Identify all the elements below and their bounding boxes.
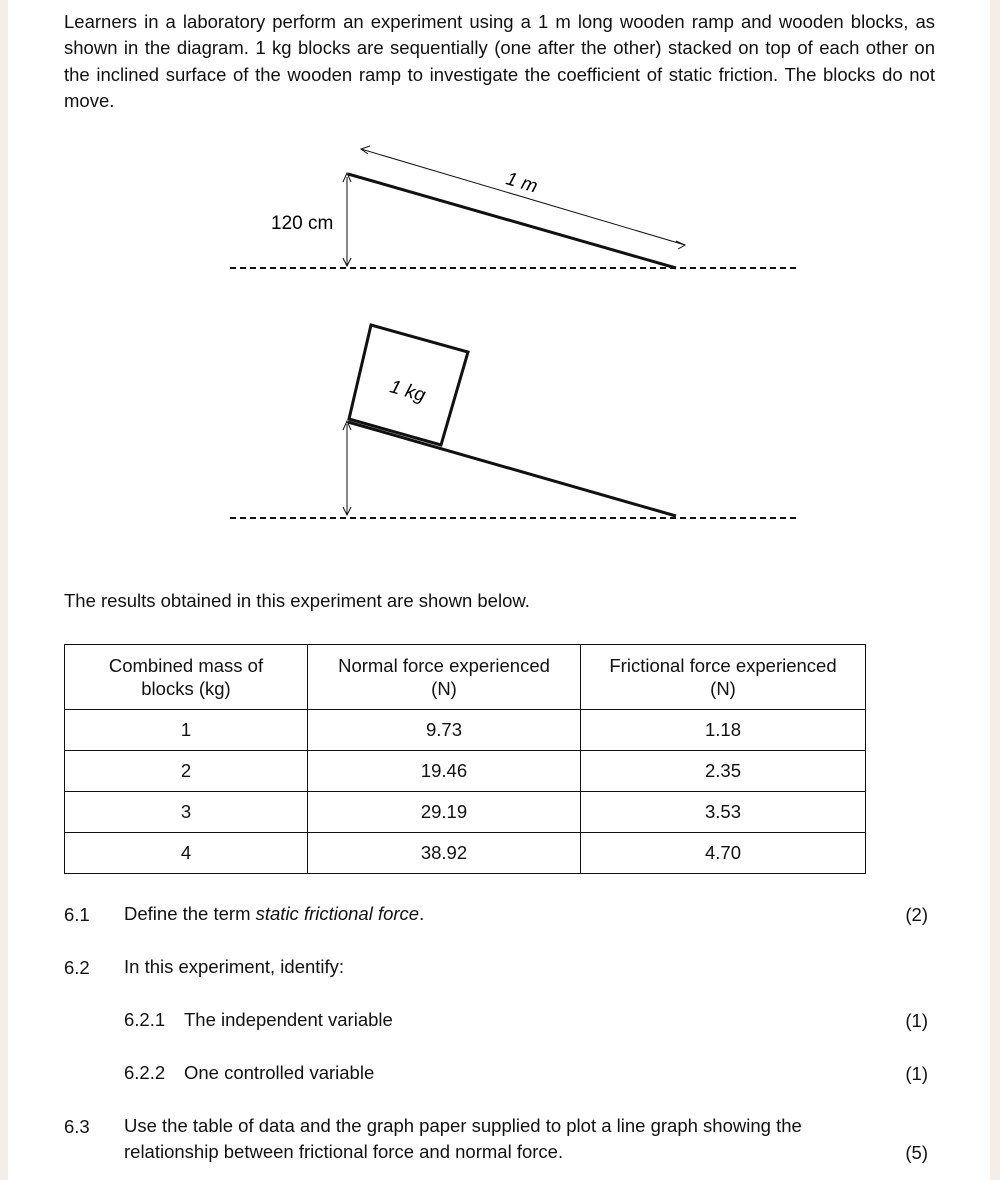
cell-friction: 1.18 — [581, 710, 866, 751]
question-6-2-2-text: One controlled variable — [184, 1062, 375, 1083]
header-mass-line2: blocks (kg) — [141, 678, 231, 699]
question-6-2-text: In this experiment, identify: — [124, 956, 345, 977]
cell-mass: 1 — [65, 710, 308, 751]
block-label: 1 kg — [387, 376, 428, 407]
cell-normal: 29.19 — [308, 792, 581, 833]
ramp-diagram — [8, 0, 990, 560]
header-friction-line2: (N) — [710, 678, 736, 699]
results-table — [64, 644, 866, 874]
cell-normal: 19.46 — [308, 751, 581, 792]
question-6-1-marks: (2) — [905, 904, 928, 925]
header-normal-line2: (N) — [431, 678, 457, 699]
intro-paragraph: Learners in a laboratory perform an experiment using a 1 m long wooden ramp and wooden blocks, as shown in the diagram. 1 kg blocks are sequentially (one after the other) stacked on top of each other on the inclined surface of the wooden ramp to investigate the coefficient of static friction. The blocks do not move. — [64, 11, 935, 111]
question-6-2-2-marks: (1) — [905, 1063, 928, 1084]
document-page — [8, 0, 990, 1180]
header-normal-line1: Normal force experienced — [338, 655, 550, 676]
question-6-3-marks: (5) — [905, 1142, 928, 1163]
question-6-3-line2: relationship between frictional force and normal force. — [124, 1141, 564, 1162]
header-mass-line1: Combined mass of — [108, 655, 264, 676]
ramp-surface-bottom — [348, 422, 676, 516]
cell-normal: 9.73 — [308, 710, 581, 751]
question-6-2-1-text: The independent variable — [184, 1009, 393, 1030]
header-mass — [65, 645, 308, 710]
question-6-1-number: 6.1 — [64, 904, 90, 925]
cell-normal: 38.92 — [308, 833, 581, 874]
question-6-2-1-number: 6.2.1 — [124, 1009, 166, 1030]
length-arrow — [361, 149, 685, 245]
header-normal-force — [308, 645, 581, 710]
table-row — [65, 710, 866, 751]
cell-friction: 3.53 — [581, 792, 866, 833]
header-friction-line1: Frictional force experienced — [609, 655, 837, 676]
q61-term: static frictional force — [255, 903, 420, 924]
question-6-2-1-marks: (1) — [905, 1010, 928, 1031]
results-intro: The results obtained in this experiment are shown below. — [64, 590, 530, 611]
q61-text-after: . — [419, 903, 425, 924]
question-6-2-2-number: 6.2.2 — [124, 1062, 166, 1083]
table-row — [65, 751, 866, 792]
question-6-1-text — [124, 901, 424, 927]
question-6-3-number: 6.3 — [64, 1116, 90, 1137]
cell-friction: 4.70 — [581, 833, 866, 874]
cell-mass: 3 — [65, 792, 308, 833]
q61-text-before: Define the term — [124, 903, 256, 924]
length-label: 1 m — [503, 168, 540, 198]
cell-mass: 4 — [65, 833, 308, 874]
table-header-row — [65, 645, 866, 710]
header-frictional-force — [581, 645, 866, 710]
height-label: 120 cm — [271, 213, 334, 234]
table-row — [65, 792, 866, 833]
question-6-3-line1: Use the table of data and the graph paper supplied to plot a line graph showing the — [124, 1115, 802, 1136]
cell-friction: 2.35 — [581, 751, 866, 792]
table-row — [65, 833, 866, 874]
cell-mass: 2 — [65, 751, 308, 792]
question-6-2-number: 6.2 — [64, 957, 90, 978]
